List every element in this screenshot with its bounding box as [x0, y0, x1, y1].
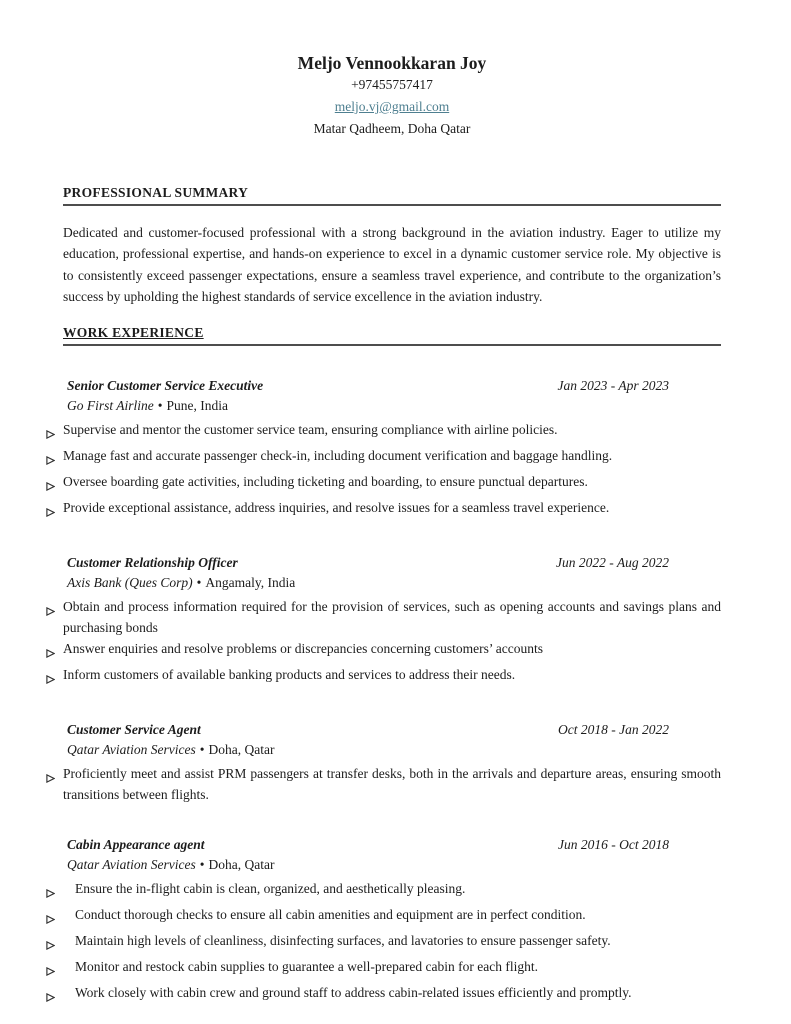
job-dates: Jun 2022 - Aug 2022: [556, 555, 669, 571]
job-head: [63, 376, 721, 396]
bullet-text: Manage fast and accurate passenger check-in, including document verification and baggage handling.: [63, 448, 613, 464]
bullet-text: Supervise and mentor the customer service team, ensuring compliance with airline policies.: [63, 422, 558, 438]
job-subtitle: [67, 396, 721, 416]
bullet-text: Maintain high levels of cleanliness, disinfecting surfaces, and lavatories to ensure passenger safety.: [75, 933, 611, 949]
job-entry-senior-customer-service-executive: [63, 376, 721, 523]
bullet-item: [46, 763, 721, 805]
job-title: Cabin Appearance agent: [67, 837, 205, 853]
arrow-bullet-icon: [46, 471, 63, 497]
bullet-text: Oversee boarding gate activities, including ticketing and boarding, to ensure punctual departures.: [63, 474, 588, 490]
bullet-item: [46, 596, 721, 638]
bullet-list: [46, 596, 721, 690]
job-dates: Jun 2016 - Oct 2018: [558, 837, 669, 853]
job-subtitle: [67, 573, 721, 593]
bullet-text: Monitor and restock cabin supplies to guarantee a well-prepared cabin for each flight.: [75, 959, 538, 975]
bullet-text: Obtain and process information required for the provision of services, such as opening accounts and savings plans and purchasing bonds: [63, 599, 721, 636]
job-head: [63, 553, 721, 573]
separator-dot: •: [199, 742, 205, 758]
job-head: [63, 720, 721, 740]
arrow-bullet-icon: [46, 596, 63, 622]
bullet-item: [46, 471, 721, 497]
job-title: Customer Relationship Officer: [67, 555, 238, 571]
arrow-bullet-icon: [46, 904, 75, 930]
company-name: Go First Airline: [67, 398, 154, 414]
summary-paragraph: Dedicated and customer-focused professional with a strong background in the aviation industry. Eager to utilize my education, professional expertise, and hands-on experience to excel in a dynamic customer service role. My objective is to consistently exceed passenger expectations, ensure a seamless travel experience, and contribute to the organization’s success by upholding the highest standards of service excellence in the aviation industry.: [63, 225, 721, 304]
bullet-item: [46, 956, 721, 982]
job-location: Pune, India: [166, 398, 228, 414]
bullet-text: Proficiently meet and assist PRM passengers at transfer desks, both in the arrivals and departure areas, ensuring smooth transitions between flights.: [63, 766, 721, 803]
separator-dot: •: [157, 398, 163, 414]
bullet-item: [46, 930, 721, 956]
bullet-list: [46, 419, 721, 523]
job-title: Customer Service Agent: [67, 722, 201, 738]
bullet-item: [46, 419, 721, 445]
job-entry-customer-relationship-officer: [63, 553, 721, 690]
summary-section: [63, 184, 721, 307]
company-name: Qatar Aviation Services: [67, 857, 196, 873]
bullet-item: [46, 664, 721, 690]
bullet-item: [46, 904, 721, 930]
bullet-item: [46, 638, 721, 664]
summary-heading: PROFESSIONAL SUMMARY: [63, 184, 721, 206]
arrow-bullet-icon: [46, 445, 63, 471]
arrow-bullet-icon: [46, 638, 63, 664]
arrow-bullet-icon: [46, 878, 75, 904]
experience-heading: [63, 324, 721, 346]
arrow-bullet-icon: [46, 763, 63, 789]
bullet-item: [46, 982, 721, 1008]
arrow-bullet-icon: [46, 956, 75, 982]
bullet-list: [46, 763, 721, 805]
phone-number: +97455757417: [351, 77, 433, 92]
job-title: Senior Customer Service Executive: [67, 378, 264, 394]
bullet-text: Work closely with cabin crew and ground staff to address cabin-related issues efficiently and promptly.: [75, 985, 632, 1001]
bullet-item: [46, 497, 721, 523]
bullet-text: Provide exceptional assistance, address inquiries, and resolve issues for a seamless travel experience.: [63, 500, 610, 516]
bullet-text: Answer enquiries and resolve problems or discrepancies concerning customers’ accounts: [63, 641, 543, 657]
experience-heading-text: WORK EXPERIENCE: [63, 325, 204, 341]
arrow-bullet-icon: [46, 930, 75, 956]
job-location: Doha, Qatar: [208, 857, 275, 873]
job-entry-customer-service-agent: [63, 720, 721, 805]
job-dates: Oct 2018 - Jan 2022: [558, 722, 669, 738]
arrow-bullet-icon: [46, 664, 63, 690]
email-link[interactable]: meljo.vj@gmail.com: [334, 99, 450, 114]
job-location: Angamaly, India: [205, 575, 296, 591]
bullet-text: Inform customers of available banking products and services to address their needs.: [63, 667, 516, 683]
experience-section: [63, 324, 721, 1008]
separator-dot: •: [196, 575, 202, 591]
bullet-list: [46, 878, 721, 1008]
header: [63, 52, 721, 140]
job-subtitle: [67, 740, 721, 760]
location-text: Matar Qadheem, Doha Qatar: [313, 121, 471, 136]
bullet-item: [46, 878, 721, 904]
candidate-name: Meljo Vennookkaran Joy: [297, 53, 487, 73]
email-line: [63, 96, 721, 118]
arrow-bullet-icon: [46, 419, 63, 445]
job-location: Doha, Qatar: [208, 742, 275, 758]
bullet-item: [46, 445, 721, 471]
separator-dot: •: [199, 857, 205, 873]
company-name: Qatar Aviation Services: [67, 742, 196, 758]
job-head: [63, 835, 721, 855]
arrow-bullet-icon: [46, 982, 75, 1008]
job-subtitle: [67, 855, 721, 875]
arrow-bullet-icon: [46, 497, 63, 523]
job-entry-cabin-appearance-agent: [63, 835, 721, 1008]
job-dates: Jan 2023 - Apr 2023: [557, 378, 669, 394]
bullet-text: Conduct thorough checks to ensure all cabin amenities and equipment are in perfect condition.: [75, 907, 586, 923]
company-name: Axis Bank (Ques Corp): [67, 575, 193, 591]
bullet-text: Ensure the in-flight cabin is clean, organized, and aesthetically pleasing.: [75, 881, 466, 897]
